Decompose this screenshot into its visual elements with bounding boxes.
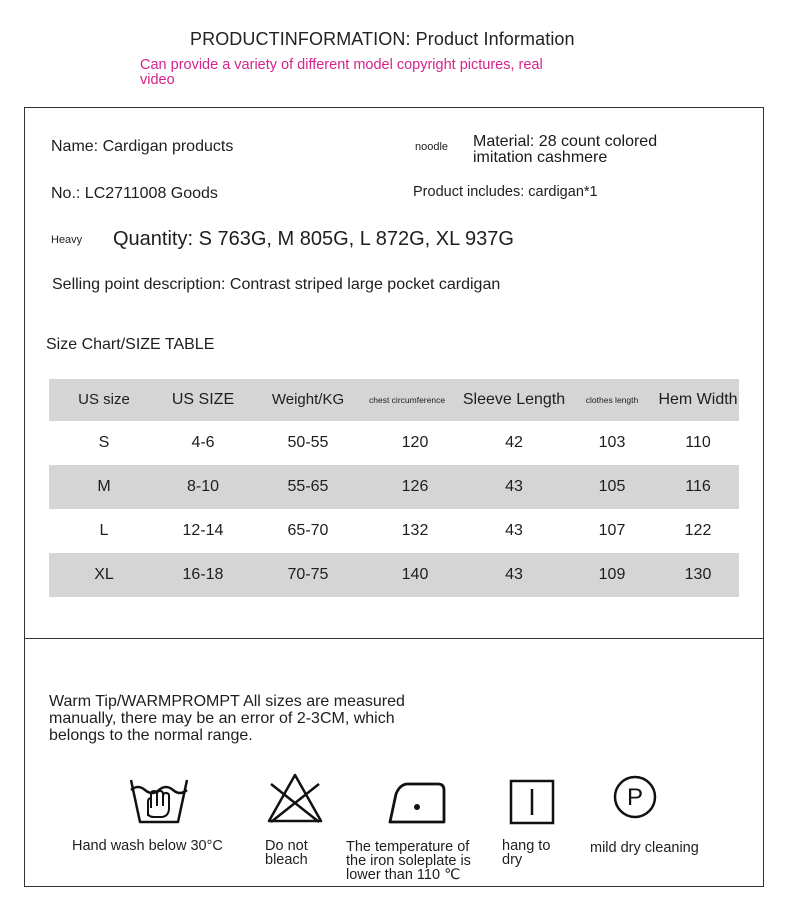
table-cell: 65-70 [287,522,329,539]
table-cell: 43 [505,566,523,583]
table-cell: 50-55 [287,434,329,451]
hang-dry-icon [509,779,555,825]
warm-tip: Warm Tip/WARMPROMPT All sizes are measured manually, there may be an error of 2-3CM, which belongs to the normal range. [49,693,405,744]
table-row [49,465,739,509]
product-number: No.: LC2711008 Goods [51,185,218,202]
table-cell: 122 [684,522,712,539]
table-cell: 103 [598,434,626,451]
heavy-label: Heavy [51,234,83,246]
care-label-bleach: Do not bleach [265,838,308,868]
table-cell: 42 [505,434,523,451]
table-cell: 70-75 [287,566,329,583]
header-clothes-length: clothes length [585,394,639,405]
care-label-hand-wash: Hand wash below 30°C [72,838,223,854]
table-cell: 110 [685,434,711,451]
table-cell: 140 [401,566,429,583]
size-table-header [49,379,739,421]
table-cell: 132 [401,522,429,539]
table-cell: XL [94,566,114,583]
size-chart-title: Size Chart/SIZE TABLE [46,336,215,353]
table-cell: 55-65 [287,478,329,495]
section-divider [24,638,764,639]
product-material: Material: 28 count colored imitation cashmere [473,133,658,166]
table-row [49,509,739,553]
product-includes: Product includes: cardigan*1 [413,184,598,200]
table-cell: M [97,478,111,495]
header-chest: chest circumference [369,394,446,405]
table-cell: L [99,522,109,539]
table-cell: 43 [505,522,523,539]
table-cell: 107 [598,522,626,539]
selling-point: Selling point description: Contrast striped large pocket cardigan [52,276,501,293]
header-us-size: US size [78,391,130,408]
header-sleeve: Sleeve Length [462,391,566,408]
table-cell: 130 [684,566,712,583]
care-label-iron: The temperature of the iron soleplate is lower than 110 ℃ [346,839,471,883]
table-cell: 8-10 [186,478,220,495]
hand-wash-icon [128,776,190,826]
table-cell: 12-14 [182,522,224,539]
care-label-dry-clean: mild dry cleaning [590,840,699,856]
table-cell: 105 [598,478,626,495]
product-quantity: Quantity: S 763G, M 805G, L 872G, XL 937G [113,228,514,250]
header-hem-width: Hem Width [658,391,738,408]
noodle-label: noodle [415,141,449,153]
table-cell: 4-6 [191,434,215,451]
table-cell: 116 [685,478,711,495]
table-cell: 109 [598,566,626,583]
do-not-bleach-icon [266,772,324,824]
table-cell: 43 [505,478,523,495]
page-subtitle: Can provide a variety of different model copyright pictures, real video [140,57,543,88]
size-table [49,379,739,597]
dry-clean-symbol: P [626,784,644,811]
table-row [49,553,739,597]
page-title: PRODUCTINFORMATION: Product Information [190,29,575,49]
product-name: Name: Cardigan products [51,138,234,155]
iron-icon [386,780,448,826]
header-weight: Weight/KG [271,391,345,408]
table-cell: 126 [401,478,429,495]
table-cell: 120 [401,434,429,451]
dry-clean-icon [612,774,658,820]
header-us-size-upper: US SIZE [171,391,235,408]
table-cell: 16-18 [182,566,224,583]
care-label-hang-dry: hang to dry [502,838,551,868]
table-row [49,421,739,465]
table-cell: S [98,434,110,451]
